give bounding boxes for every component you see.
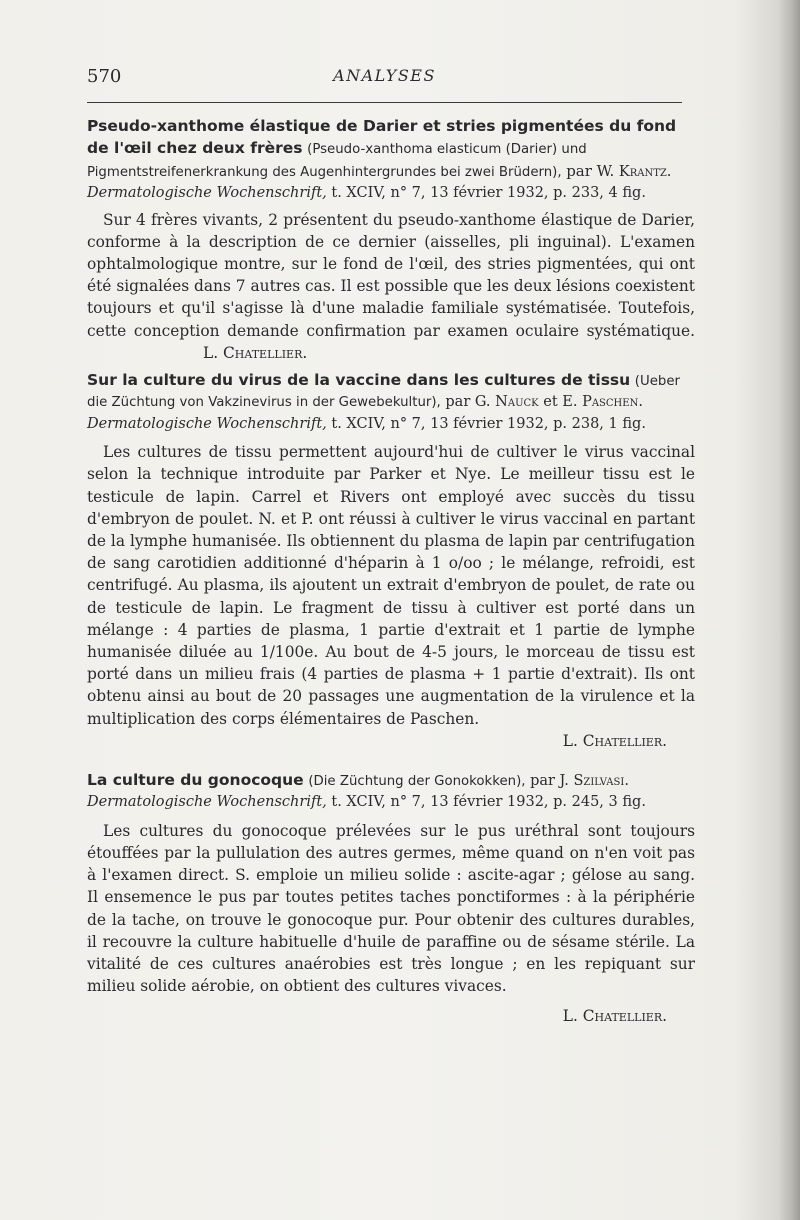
article-pseudo-xanthome [87, 116, 695, 364]
author-prefix: par J. [530, 773, 569, 789]
article-vaccine-culture [87, 370, 695, 752]
page-header [87, 66, 682, 96]
reference-details: t. XCIV, n° 7, 13 février 1932, p. 233, 4 fig. [331, 185, 646, 202]
author-prefix: par W. [566, 161, 615, 180]
article-text: Sur 4 frères vivants, 2 présentent du pseudo-xanthome élastique de Darier, conforme à la description de ce dernier (aisselles, pli inguinal). L'examen ophtalmologique montre, sur le fond de l'œil, des stries pigmentées, qui ont été signalées dans 7 autres cas. Il est possible que les deux lésions coexistent toujours et qu'il s'agisse là d'une maladie familiale systématisée. Toutefois, cette conception demande confirmation par examen oculaire systématique. [87, 210, 695, 340]
author-conjunction: et E. [543, 394, 578, 411]
article-body [87, 441, 695, 730]
author-name: Szilvasi. [573, 773, 629, 789]
signature: L. Chatellier. [562, 1007, 667, 1026]
signature: L. Chatellier. [562, 731, 667, 750]
journal-name: Dermatologische Wochenschrift, [87, 185, 327, 202]
article-text: Les cultures de tissu permettent aujourd'hui de cultiver le virus vaccinal selon la technique introduite par Parker et Nye. Le meilleur tissu est le testicule de lapin. Carrel et Rivers ont employé avec succès du tissu d'embryon de poulet. N. et P. ont réussi à cultiver le virus vaccinal en partant de la lymphe humanisée. Ils obtiennent du plasma de lapin par centrifugation de sang carotidien additionné d'héparin à 1 o/oo ; le mélange, refroidi, est centrifugé. Au plasma, ils ajoutent un extrait d'embryon de poulet, de rate ou de testicule de lapin. Le fragment de tissu à cultiver est porté dans un mélange : 4 parties de plasma, 1 partie d'extrait et 1 partie de lymphe humanisée diluée au 1/100e. Au bout de 4-5 jours, le morceau de tissu est porté dans un milieu frais (4 parties de plasma + 1 partie d'extrait). Ils ont obtenu ainsi au bout de 20 passages une augmentation de la virulence et la multiplication des corps élémentaires de Paschen. [87, 443, 695, 728]
author-name: Krantz. [618, 163, 672, 180]
article-body [87, 820, 695, 998]
author-name-2: Paschen. [582, 394, 643, 411]
header-rule [87, 102, 682, 103]
running-title: ANALYSES [333, 66, 436, 85]
author-name: Nauck [495, 394, 539, 411]
article-title: Pseudo-xanthome élastique de Darier et stries pigmentées du fond de l'œil chez deux frères [87, 117, 677, 158]
article-original-title: (Die Züchtung der Gonokokken), [308, 774, 526, 789]
article-heading [87, 770, 695, 814]
journal-name: Dermatologische Wochenschrift, [87, 794, 327, 811]
journal-name: Dermatologische Wochenschrift, [87, 415, 327, 432]
page-number: 570 [87, 66, 122, 87]
article-heading [87, 116, 695, 205]
article-original-title: (Pseudo-xanthoma elasticum (Darier) und Pigmentstreifenerkrankung des Augenhintergrundes bei zwei Brüdern), [87, 142, 587, 180]
article-text: Les cultures du gonocoque prélevées sur le pus uréthral sont toujours étouffées par la pullulation des autres germes, même quand on n'en voit pas à l'examen direct. S. emploie un milieu solide : ascite-agar ; gélose au sang. Il ensemence le pus par toutes petites taches ponctiformes : à la périphérie de la tache, on trouve le gonocoque pur. Pour obtenir des cultures durables, il recouvre la culture habituelle d'huile de paraffine ou de sésame stérile. La vitalité de ces cultures anaérobies est très longue ; en les repiquant sur milieu solide aérobie, on obtient des cultures vivaces. [87, 821, 695, 996]
article-original-title: (Ueber die Züchtung von Vakzinevirus in der Gewebekultur), [87, 374, 680, 411]
author-prefix: par G. [445, 394, 491, 411]
article-gonococcus-culture [87, 770, 695, 1027]
page-edge-shadow [778, 0, 800, 1220]
article-title: Sur la culture du virus de la vaccine dans les cultures de tissu [87, 371, 631, 389]
article-title: La culture du gonocoque [87, 771, 304, 789]
reference-details: t. XCIV, n° 7, 13 février 1932, p. 238, 1 fig. [331, 415, 646, 432]
signature: L. Chatellier. [203, 343, 308, 362]
reference-details: t. XCIV, n° 7, 13 février 1932, p. 245, 3 fig. [331, 794, 646, 811]
article-body [87, 209, 695, 364]
article-heading [87, 370, 695, 435]
